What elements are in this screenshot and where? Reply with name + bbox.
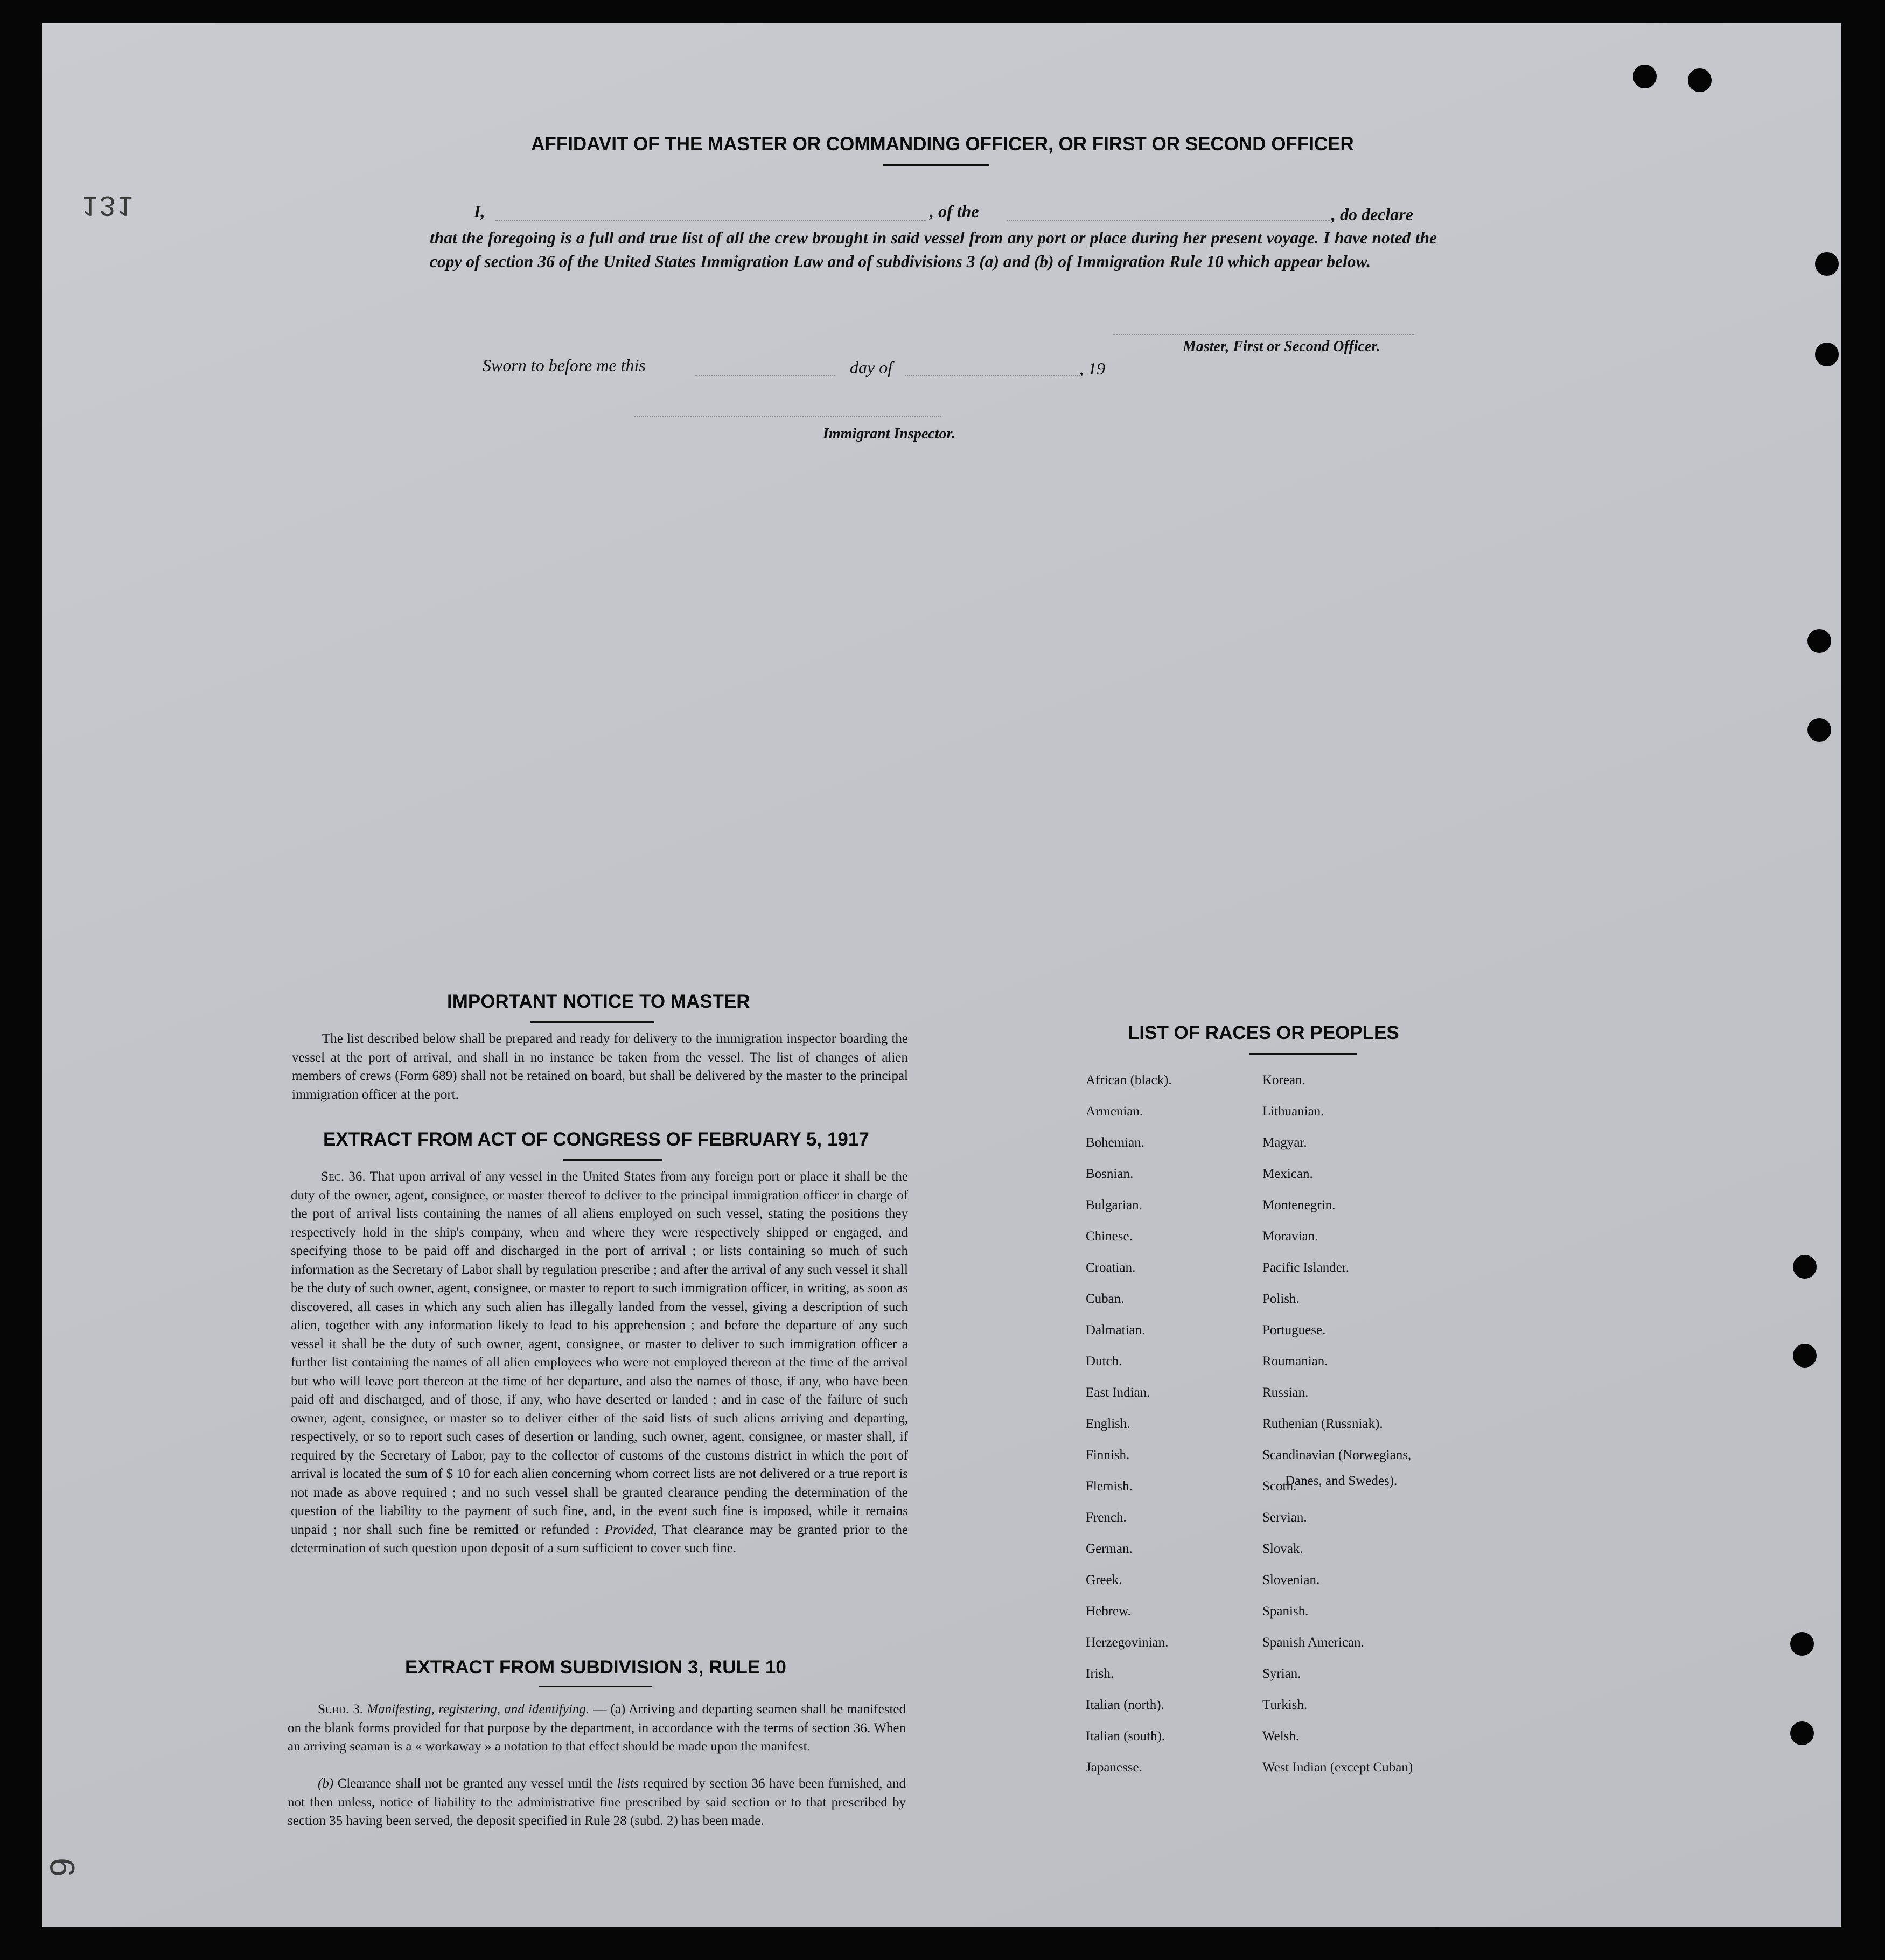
subd-b-text-2: required by section 36 have been furnished, and not then unless, notice of liability to the administrative fine prescribed by said section or to that prescribed by section 35 having been served, the deposit specified in Rule 28 (subd. 2) has been made. — [288, 1776, 906, 1828]
subd-b-text-1: Clearance shall not be granted any vessel until the — [337, 1776, 613, 1791]
notice-text: The list described below shall be prepared and ready for delivery to the immigration inspector boarding the vessel at the port of arrival, and shall in no instance be taken from the vessel. The list of changes of alien members of crews (Form 689) shall not be retained on board, but shall be delivered by the master to the principal immigration officer at the port. — [292, 1031, 908, 1102]
race-item: Irish. — [1086, 1666, 1114, 1681]
race-item: Bulgarian. — [1086, 1198, 1142, 1212]
race-item: Hebrew. — [1086, 1604, 1131, 1619]
subd-b-lists: lists — [617, 1776, 639, 1791]
subd-a-text: Arriving and departing seamen shall be manifested on the blank forms provided for that purpose by the department, in accordance with the terms of section 36. When an arriving seaman is a « workaway » a notation to that effect should be made upon the manifest. — [288, 1702, 906, 1754]
race-item: Bohemian. — [1086, 1135, 1145, 1150]
of-the-label: , of the — [930, 201, 979, 221]
race-item: Lithuanian. — [1262, 1104, 1324, 1119]
race-item: African (black). — [1086, 1073, 1172, 1087]
inspector-label: Immigrant Inspector. — [823, 426, 955, 442]
race-item: Servian. — [1262, 1510, 1307, 1525]
punch-hole — [1790, 1632, 1814, 1656]
race-item: Montenegrin. — [1262, 1198, 1336, 1212]
punch-hole — [1790, 1721, 1814, 1745]
title-underline — [883, 164, 989, 166]
rule-underline — [539, 1686, 652, 1687]
race-item: Croatian. — [1086, 1260, 1136, 1275]
race-item: Roumanian. — [1262, 1354, 1328, 1369]
race-item: Slovak. — [1262, 1542, 1303, 1556]
race-item: Russian. — [1262, 1385, 1309, 1400]
act-title: EXTRACT FROM ACT OF CONGRESS OF FEBRUARY 5, 1917 — [323, 1129, 869, 1150]
race-item: Bosnian. — [1086, 1167, 1134, 1181]
race-item: Herzegovinian. — [1086, 1635, 1169, 1650]
races-right-column — [1262, 1073, 1413, 1791]
margin-page-number: 131 — [82, 190, 135, 221]
race-item: West Indian (except Cuban) — [1262, 1760, 1413, 1775]
race-item: English. — [1086, 1417, 1130, 1431]
race-item: Turkish. — [1262, 1698, 1308, 1712]
sworn-label: Sworn to before me this — [483, 355, 646, 375]
sworn-month-field — [905, 375, 1083, 376]
race-item: Mexican. — [1262, 1167, 1313, 1181]
document-page — [42, 23, 1841, 1927]
race-item: Syrian. — [1262, 1666, 1301, 1681]
race-item: Greek. — [1086, 1573, 1122, 1587]
notice-title: IMPORTANT NOTICE TO MASTER — [447, 991, 750, 1012]
race-item: Scoth. — [1262, 1479, 1297, 1494]
rule-title: EXTRACT FROM SUBDIVISION 3, RULE 10 — [405, 1657, 786, 1678]
race-item: Spanish American. — [1262, 1635, 1364, 1650]
margin-mark: 9 — [43, 1858, 82, 1877]
race-item: Armenian. — [1086, 1104, 1143, 1119]
race-item: Slovenian. — [1262, 1573, 1320, 1587]
race-item: Pacific Islander. — [1262, 1260, 1350, 1275]
punch-hole — [1815, 343, 1839, 366]
year-label: , 19 — [1079, 359, 1105, 378]
punch-hole — [1815, 252, 1839, 276]
punch-hole — [1793, 1344, 1817, 1368]
race-item: Japanesse. — [1086, 1760, 1142, 1775]
notice-underline — [530, 1021, 654, 1023]
punch-hole — [1793, 1255, 1817, 1279]
race-item: Ruthenian (Russniak). — [1262, 1417, 1383, 1431]
race-item: East Indian. — [1086, 1385, 1150, 1400]
subd-a-label: — (a) — [593, 1702, 626, 1717]
act-section-label: Sec. 36. — [321, 1169, 366, 1184]
race-item: German. — [1086, 1542, 1133, 1556]
race-item: Italian (north). — [1086, 1698, 1164, 1712]
race-item: Flemish. — [1086, 1479, 1133, 1494]
race-item: Scandinavian (Norwegians, — [1262, 1448, 1412, 1462]
races-title: LIST OF RACES OR PEOPLES — [1128, 1022, 1399, 1043]
affidavit-title: AFFIDAVIT OF THE MASTER OR COMMANDING OFFICER, OR FIRST OR SECOND OFFICER — [531, 134, 1354, 155]
rule-subdivision-b — [288, 1775, 906, 1831]
master-signature-label: Master, First or Second Officer. — [1183, 338, 1380, 355]
do-declare-label: , do declare — [1331, 205, 1413, 224]
punch-hole — [1688, 68, 1712, 92]
race-item: Portuguese. — [1262, 1323, 1326, 1337]
races-left-column — [1086, 1073, 1172, 1791]
race-item: Chinese. — [1086, 1229, 1133, 1244]
race-item: Magyar. — [1262, 1135, 1307, 1150]
races-underline — [1249, 1053, 1357, 1055]
punch-hole — [1807, 718, 1831, 742]
punch-hole — [1633, 65, 1657, 88]
race-item: Polish. — [1262, 1292, 1300, 1306]
race-item: Cuban. — [1086, 1292, 1125, 1306]
race-item: Spanish. — [1262, 1604, 1309, 1619]
declarant-name-field — [495, 220, 926, 221]
race-item: French. — [1086, 1510, 1127, 1525]
race-item: Dalmatian. — [1086, 1323, 1146, 1337]
master-signature-line — [1113, 334, 1414, 335]
subd-label: Subd. 3. — [318, 1702, 364, 1717]
race-item: Dutch. — [1086, 1354, 1122, 1369]
act-text — [291, 1168, 908, 1558]
day-of-label: day of — [850, 358, 893, 377]
sworn-day-field — [695, 375, 835, 376]
race-item: Welsh. — [1262, 1729, 1300, 1743]
rule-subdivision-a — [288, 1700, 906, 1756]
act-underline — [563, 1159, 662, 1161]
race-item: Korean. — [1262, 1073, 1305, 1087]
subd-b-label: (b) — [318, 1776, 334, 1791]
punch-hole — [1807, 629, 1831, 653]
declaration-text: that the foregoing is a full and true list of all the crew brought in said vessel from any port or place during her present voyage. I have noted the copy of section 36 of the United States Immigration Law and of subdivisions 3 (a) and (b) of Immigration Rule 10 which appear below. — [430, 228, 1437, 271]
act-section-text: That upon arrival of any vessel in the United States from any foreign port or place it shall be the duty of the owner, agent, consignee, or master thereof to deliver to the principal immigration officer in charge of the port of arrival lists containing the names of all aliens employed on such vessel, stating the positions they respectively hold in the ship's company, when and where they were respectively shipped or engaged, and specifying those to be paid off and discharged in the port of arrival ; or lists containing so much of such information as the Secretary of Labor shall by regulation prescribe ; and after the arrival of any such vessel it shall be the duty of such owner, agent, consignee, or master to report to such immigration officer, in writing, as soon as discovered, all cases in which any such alien has illegally landed from the vessel, giving a description of such alien, together with any information likely to lead to his apprehension ; and before the departure of any such vessel it shall be the duty of such owner, agent, consignee, or master to deliver to such immigration officer a further list containing the names of all alien employees who were not employed thereon at the time of the arrival but who will leave port thereon at the time of her departure, and also the names of those, if any, who have been paid off and discharged, and of those, if any, who have deserted or landed ; and in case of the failure of such owner, agent, consignee, or master so to deliver either of the said lists of such aliens arriving and departing, respectively, or so to report such cases of desertion or landing, such owner, agent, consignee, or master shall, if required by the Secretary of Labor, pay to the collector of customs of the customs district in which the port of arrival is located the sum of $ 10 for each alien concerning whom correct lists are not delivered or a true report is not made as above required ; and no such vessel shall be granted clearance pending the determination of the question of the liability to the payment of such fine, and, in the event such fine is imposed, while it remains unpaid ; nor shall such fine be remitted or refunded : — [291, 1169, 908, 1537]
race-item: Moravian. — [1262, 1229, 1318, 1244]
act-provided-text: That clearance may be granted prior to the determination of such question upon deposit of a sum sufficient to cover such fine. — [291, 1522, 908, 1556]
race-item: Finnish. — [1086, 1448, 1130, 1462]
act-provided-label: Provided, — [604, 1522, 657, 1537]
inspector-signature-line — [634, 416, 941, 417]
vessel-name-field — [1007, 220, 1330, 221]
race-item: Italian (south). — [1086, 1729, 1165, 1743]
subd-heading: Manifesting, registering, and identifying. — [367, 1702, 590, 1717]
declarant-label: I, — [474, 201, 485, 221]
race-item-continuation: Danes, and Swedes). — [1285, 1474, 1398, 1488]
